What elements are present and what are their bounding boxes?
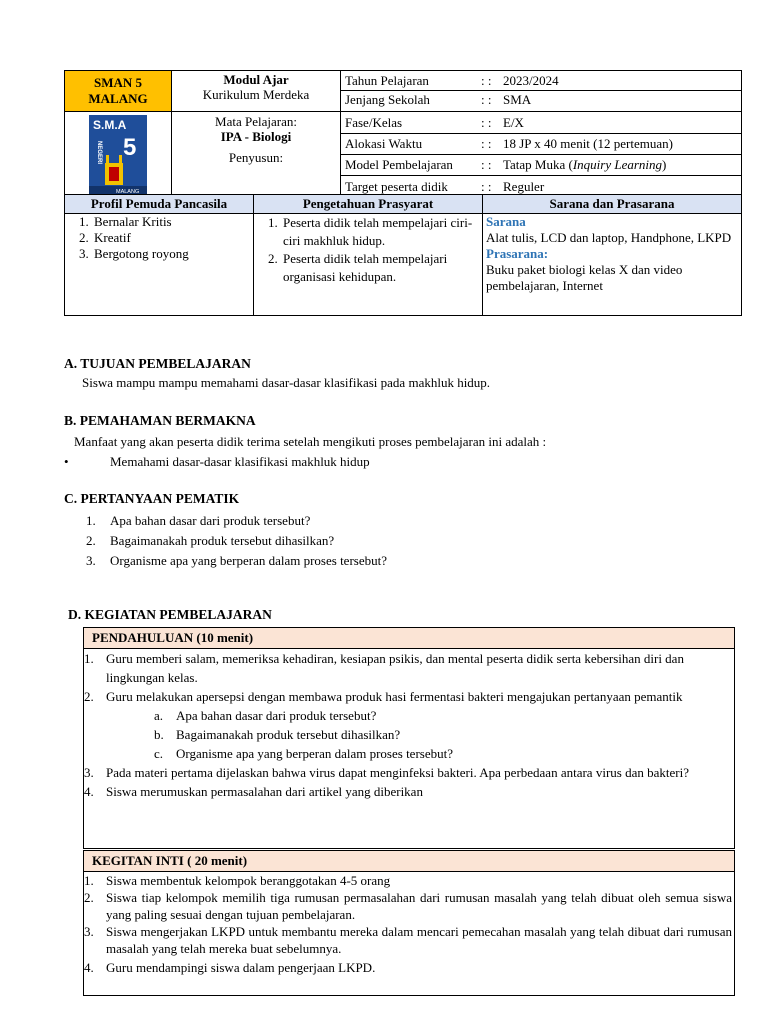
sarana-text: Alat tulis, LCD dan laptop, Handphone, LKPD bbox=[486, 230, 732, 245]
field-sep: : : bbox=[481, 179, 492, 194]
sub-list-item bbox=[84, 725, 734, 744]
list-item bbox=[84, 782, 734, 801]
field-sep: : : bbox=[481, 157, 492, 172]
field-label: Alokasi Waktu bbox=[345, 136, 423, 151]
col-header-prasyarat: Pengetahuan Prasyarat bbox=[254, 195, 483, 214]
field-row bbox=[341, 71, 741, 91]
kurikulum-label: Kurikulum Merdeka bbox=[202, 87, 310, 102]
item-number: 4. bbox=[84, 960, 94, 975]
inti-box bbox=[83, 850, 735, 996]
section-c-title: C. PERTANYAAN PEMATIK bbox=[64, 491, 240, 506]
item-text: Pada materi pertama dijelaskan bahwa virus dapat menginfeksi bakteri. Apa perbedaan antara virus dan bakteri? bbox=[106, 765, 689, 780]
item-text: Apa bahan dasar dari produk tersebut? bbox=[176, 708, 377, 723]
list-item bbox=[84, 872, 734, 889]
list-item bbox=[84, 923, 734, 957]
list-item: 1. Peserta didik telah mempelajari ciri-ciri makhluk hidup. bbox=[281, 214, 479, 250]
profil-cell bbox=[65, 214, 254, 316]
item-number: 2. bbox=[84, 689, 94, 704]
pendahuluan-box bbox=[83, 627, 735, 849]
field-value: 18 JP x 40 menit (12 pertemuan) bbox=[503, 136, 673, 151]
field-label: Model Pembelajaran bbox=[345, 157, 453, 172]
list-item bbox=[84, 889, 734, 923]
item-letter: a. bbox=[154, 708, 164, 723]
item-text: Bagaimanakah produk tersebut dihasilkan? bbox=[176, 727, 401, 742]
field-value: 2023/2024 bbox=[503, 73, 559, 88]
list-item: 2. Peserta didik telah mempelajari organisasi kehidupan. bbox=[281, 250, 479, 286]
section-b-title: B. PEMAHAMAN BERMAKNA bbox=[64, 413, 256, 428]
item-text: Guru mendampingi siswa dalam pengerjaan LKPD. bbox=[106, 960, 376, 975]
field-value: Reguler bbox=[503, 179, 545, 194]
item-text: Organisme apa yang berperan dalam proses tersebut? bbox=[176, 746, 453, 761]
item-text: Bagaimanakah produk tersebut dihasilkan? bbox=[110, 533, 335, 548]
logo-text-city: MALANG bbox=[116, 188, 140, 195]
item-number: 3. bbox=[84, 765, 94, 780]
field-value-end: ) bbox=[662, 157, 667, 172]
field-label: Tahun Pelajaran bbox=[345, 73, 429, 88]
item-text: Siswa mengerjakan LKPD untuk membantu mereka dalam mencari pemecahan masalah yang telah dibuat dari rumusan masalah yang telah mereka buat sebelumnya. bbox=[106, 924, 732, 956]
field-row bbox=[341, 112, 741, 134]
inti-list bbox=[84, 872, 734, 976]
item-text: Organisme apa yang berperan dalam proses tersebut? bbox=[110, 553, 387, 568]
list-item bbox=[84, 763, 734, 782]
pendahuluan-list bbox=[84, 649, 734, 801]
field-sep: : : bbox=[481, 92, 492, 107]
item-text: Guru melakukan apersepsi dengan membawa produk hasi fermentasi bakteri mengajukan pertanyaan pemantik bbox=[106, 689, 683, 704]
penyusun-label: Penyusun: bbox=[228, 150, 284, 165]
item-number: 1. bbox=[86, 513, 96, 528]
field-row bbox=[341, 91, 741, 111]
prasyarat-list bbox=[257, 214, 479, 286]
item-text: Siswa membentuk kelompok beranggotakan 4-5 orang bbox=[106, 873, 391, 888]
prasarana-text: Buku paket biologi kelas X dan video pembelajaran, Internet bbox=[486, 262, 683, 293]
inti-title: KEGITAN INTI ( 20 menit) bbox=[84, 851, 734, 872]
item-number: 2. bbox=[84, 890, 94, 905]
col-header-profil: Profil Pemuda Pancasila bbox=[65, 195, 254, 214]
sarana-cell bbox=[483, 214, 742, 316]
field-value: Tatap Muka ( bbox=[503, 157, 573, 172]
list-item: 1. Bernalar Kritis bbox=[92, 214, 250, 230]
list-item bbox=[84, 959, 734, 976]
logo-text-sma: S.M.A bbox=[93, 117, 127, 132]
field-group-2 bbox=[341, 112, 742, 198]
col-header-sarana: Sarana dan Prasarana bbox=[483, 195, 742, 214]
logo-text-negeri: NEGERI bbox=[96, 140, 102, 164]
module-header-table bbox=[64, 70, 742, 198]
profil-list bbox=[68, 214, 250, 262]
school-name-cell bbox=[65, 71, 172, 112]
field-value: E/X bbox=[503, 115, 524, 130]
field-sep: : : bbox=[481, 136, 492, 151]
field-group-1 bbox=[341, 71, 742, 112]
field-sep: : : bbox=[481, 115, 492, 130]
school-name: SMAN 5 MALANG bbox=[88, 75, 148, 106]
list-item bbox=[84, 687, 734, 706]
item-text: Siswa merumuskan permasalahan dari artikel yang diberikan bbox=[106, 784, 423, 799]
list-item bbox=[86, 551, 387, 571]
logo-text-number: 5 bbox=[123, 133, 137, 161]
section-c-list bbox=[86, 511, 387, 571]
section-a-text: Siswa mampu mampu memahami dasar-dasar klasifikasi pada makhluk hidup. bbox=[82, 375, 491, 390]
item-number: 2. bbox=[86, 533, 96, 548]
item-number: 4. bbox=[84, 784, 94, 799]
info-table bbox=[64, 194, 742, 316]
prasyarat-cell bbox=[254, 214, 483, 316]
sarana-label: Sarana bbox=[486, 214, 526, 229]
school-logo bbox=[89, 115, 147, 195]
item-letter: b. bbox=[154, 727, 164, 742]
section-a-title: A. TUJUAN PEMBELAJARAN bbox=[64, 356, 251, 371]
item-text: Siswa tiap kelompok memilih tiga rumusan permasalahan dari rumusan masalah yang telah dibuat oleh semua siswa yang paling sesuai dengan tujuan pembelajaran. bbox=[106, 890, 732, 922]
item-text: Apa bahan dasar dari produk tersebut? bbox=[110, 513, 311, 528]
bullet-icon: • bbox=[64, 454, 69, 469]
field-label: Target peserta didik bbox=[345, 179, 448, 194]
field-value: SMA bbox=[503, 92, 532, 107]
item-number: 1. bbox=[84, 651, 94, 666]
field-value-italic: Inquiry Learning bbox=[572, 157, 663, 172]
modul-cell bbox=[172, 71, 341, 112]
item-number: 3. bbox=[86, 553, 96, 568]
list-item bbox=[84, 649, 734, 687]
pendahuluan-title: PENDAHULUAN (10 menit) bbox=[84, 628, 734, 649]
logo-cell bbox=[65, 112, 172, 198]
item-text: Guru memberi salam, memeriksa kehadiran, kesiapan psikis, dan mental peserta didik serta kebersihan diri dan lingkungan kelas. bbox=[106, 651, 684, 685]
field-row bbox=[341, 134, 741, 155]
mapel-cell bbox=[172, 112, 341, 198]
item-number: 1. bbox=[84, 873, 94, 888]
list-item: 3. Bergotong royong bbox=[92, 246, 250, 262]
field-label: Fase/Kelas bbox=[345, 115, 403, 130]
item-letter: c. bbox=[154, 746, 164, 761]
modul-title: Modul Ajar bbox=[223, 72, 289, 87]
field-label: Jenjang Sekolah bbox=[345, 92, 430, 107]
list-item: 2. Kreatif bbox=[92, 230, 250, 246]
sub-list-item bbox=[84, 744, 734, 763]
section-b-item: Memahami dasar-dasar klasifikasi makhluk hidup bbox=[110, 454, 370, 469]
item-number: 3. bbox=[84, 924, 94, 939]
list-item bbox=[86, 511, 387, 531]
section-d-title: D. KEGIATAN PEMBELAJARAN bbox=[68, 607, 272, 622]
sub-list-item bbox=[84, 706, 734, 725]
field-row bbox=[341, 155, 741, 176]
mapel-value: IPA - Biologi bbox=[220, 129, 292, 144]
prasarana-label: Prasarana: bbox=[486, 246, 549, 261]
mapel-label: Mata Pelajaran: bbox=[215, 114, 297, 129]
field-sep: : : bbox=[481, 73, 492, 88]
list-item bbox=[86, 531, 387, 551]
section-b-intro: Manfaat yang akan peserta didik terima setelah mengikuti proses pembelajaran ini adalah : bbox=[74, 434, 547, 449]
